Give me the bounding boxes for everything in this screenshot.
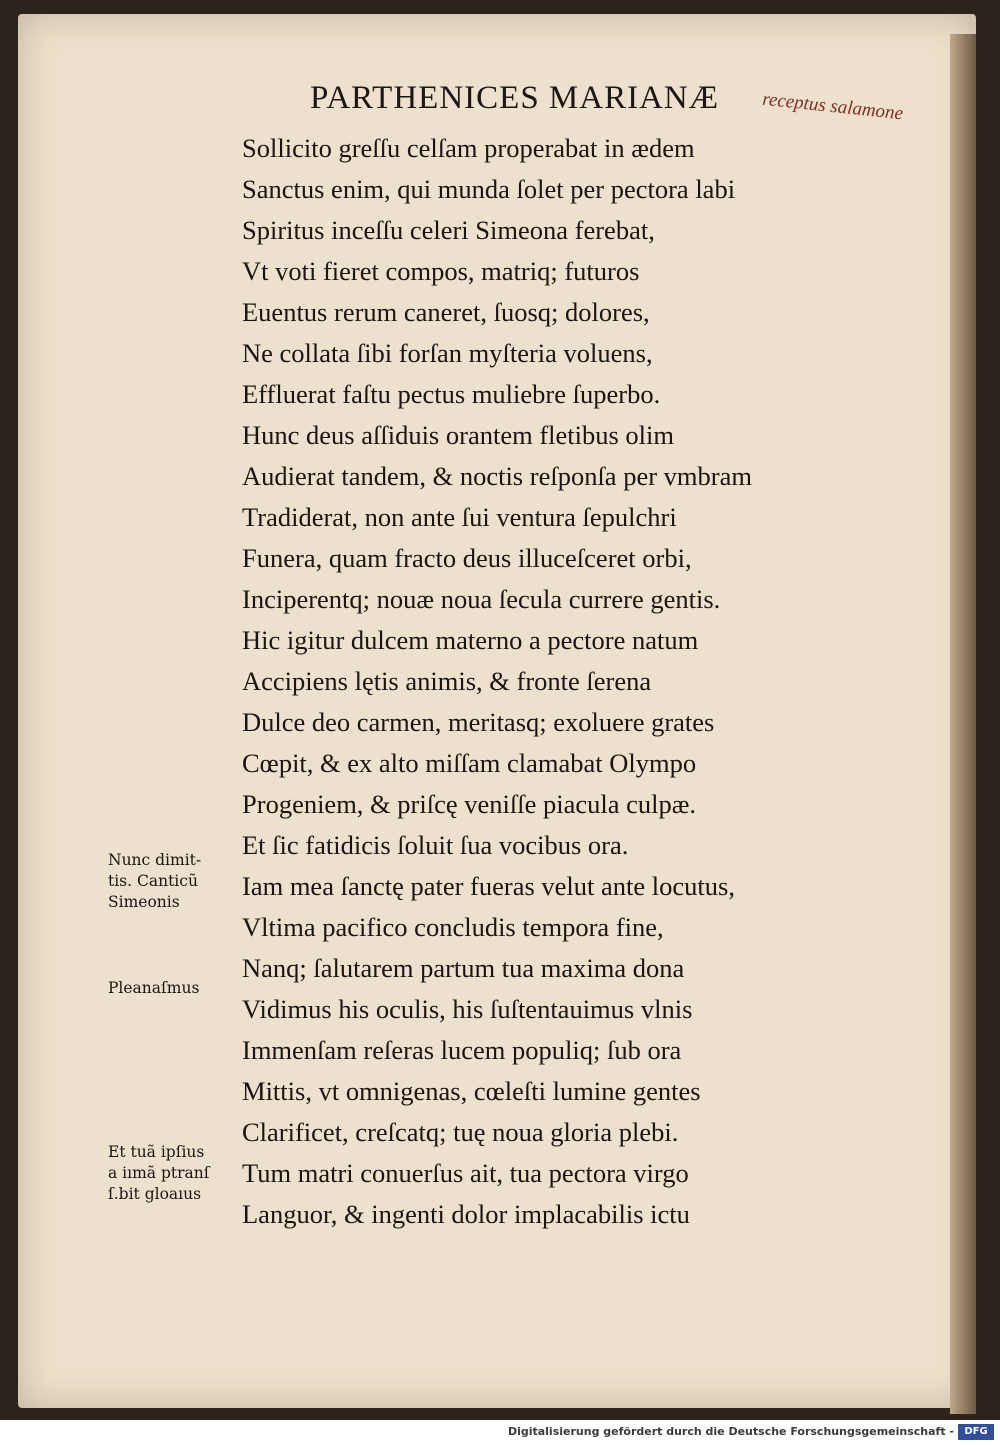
verse-line: Ne collata ſibi forſan myſteria voluens, xyxy=(242,338,653,368)
verse-line: Sollicito greſſu celſam properabat in ædem xyxy=(242,133,695,163)
verse-text xyxy=(242,128,862,1235)
digitization-footer xyxy=(0,1420,1000,1445)
page-edge-shadow xyxy=(950,34,976,1414)
gloss-line: tis. Canticũ xyxy=(108,872,198,890)
margin-gloss-et-tuam xyxy=(108,1142,238,1205)
verse-line: Immenſam reſeras lucem populiq; ſub ora xyxy=(242,1035,682,1065)
verse-line: Tradiderat, non ante ſui ventura ſepulchri xyxy=(242,502,677,532)
running-heading: PARTHENICES MARIANÆ xyxy=(310,80,720,116)
margin-gloss-pleonasmus xyxy=(108,978,238,999)
gloss-line: ſ.bit gloaıus xyxy=(108,1185,202,1203)
handwritten-margin-note: receptus salamone xyxy=(761,88,905,125)
verse-line: Clarificet, creſcatq; tuę noua gloria plebi. xyxy=(242,1117,679,1147)
verse-line: Vidimus his oculis, his ſuſtentauimus vlnis xyxy=(242,994,693,1024)
verse-line: Hic igitur dulcem materno a pectore natum xyxy=(242,625,699,655)
verse-line: Languor, & ingenti dolor implacabilis ictu xyxy=(242,1199,690,1229)
dfg-logo: DFG xyxy=(958,1424,994,1440)
verse-line: Accipiens lętis animis, & fronte ſerena xyxy=(242,666,652,696)
verse-line: Spiritus inceſſu celeri Simeona ferebat, xyxy=(242,215,655,245)
verse-line: Euentus rerum caneret, ſuosq; dolores, xyxy=(242,297,650,327)
verse-line: Mittis, vt omnigenas, cœleſti lumine gentes xyxy=(242,1076,701,1106)
gloss-line: Nunc dimit- xyxy=(108,851,202,869)
gloss-line: a iımã ptranſ xyxy=(108,1164,210,1182)
verse-line: Audierat tandem, & noctis reſponſa per vmbram xyxy=(242,461,752,491)
gloss-line: Et tuã ipſius xyxy=(108,1143,205,1161)
verse-line: Cœpit, & ex alto miſſam clamabat Olympo xyxy=(242,748,697,778)
verse-line: Funera, quam fracto deus illuceſceret orbi, xyxy=(242,543,692,573)
gloss-line: Simeonis xyxy=(108,893,180,911)
verse-line: Sanctus enim, qui munda ſolet per pectora labi xyxy=(242,174,736,204)
verse-line: Progeniem, & priſcę veniſſe piacula culpæ. xyxy=(242,789,697,819)
verse-line: Nanq; ſalutarem partum tua maxima dona xyxy=(242,953,685,983)
verse-line: Vltima pacifico concludis tempora fine, xyxy=(242,912,664,942)
verse-line: Dulce deo carmen, meritasq; exoluere grates xyxy=(242,707,715,737)
verse-line: Vt voti fieret compos, matriq; futuros xyxy=(242,256,640,286)
verse-line: Iam mea ſanctę pater fueras velut ante locutus, xyxy=(242,871,735,901)
footer-credit: Digitalisierung gefördert durch die Deutsche Forschungsgemeinschaft - xyxy=(507,1425,954,1438)
margin-gloss-nunc-dimittis xyxy=(108,850,238,913)
verse-line: Tum matri conuerſus ait, tua pectora virgo xyxy=(242,1158,689,1188)
verse-line: Effluerat faſtu pectus muliebre ſuperbo. xyxy=(242,379,661,409)
verse-line: Inciperentq; nouæ noua ſecula currere gentis. xyxy=(242,584,721,614)
verse-line: Hunc deus aſſiduis orantem fletibus olim xyxy=(242,420,675,450)
verse-line: Et ſic fatidicis ſoluit ſua vocibus ora. xyxy=(242,830,629,860)
gloss-line: Pleanaſmus xyxy=(108,979,200,997)
